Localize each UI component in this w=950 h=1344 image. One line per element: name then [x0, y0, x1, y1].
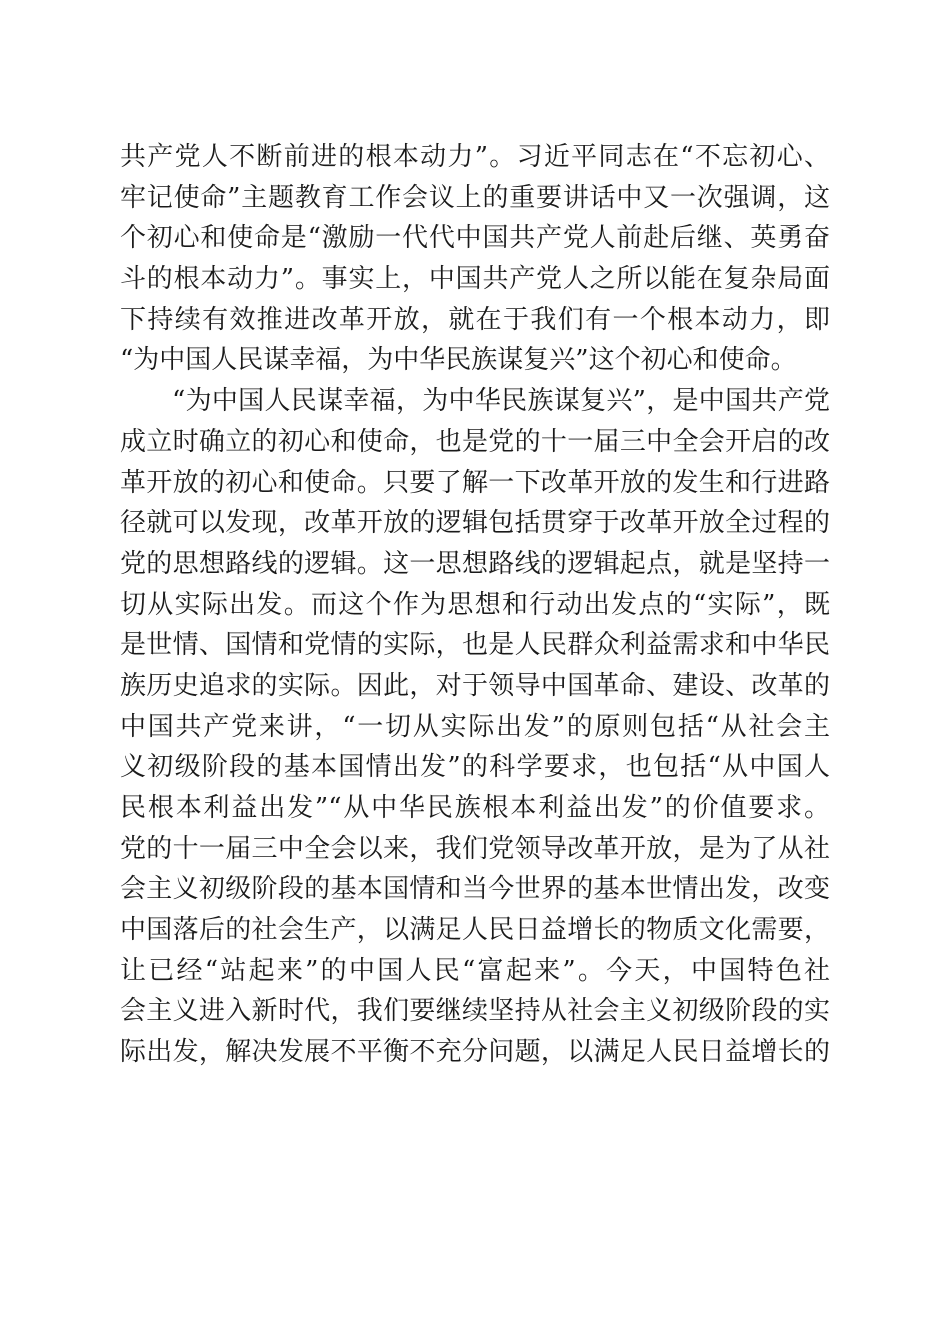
text-line: 径就可以发现，改革开放的逻辑包括贯穿于改革开放全过程的 — [120, 508, 830, 539]
text-line: 牢记使命”主题教育工作会议上的重要讲话中又一次强调，这 — [120, 182, 830, 213]
text-line: 会主义进入新时代，我们要继续坚持从社会主义初级阶段的实 — [120, 996, 830, 1027]
text-line: 党的思想路线的逻辑。这一思想路线的逻辑起点，就是坚持一 — [120, 548, 830, 579]
text-line: 族历史追求的实际。因此，对于领导中国革命、建设、改革的 — [120, 670, 830, 701]
text-line: 下持续有效推进改革开放，就在于我们有一个根本动力，即 — [120, 304, 830, 335]
text-line: 中国共产党来讲，“一切从实际出发”的原则包括“从社会主 — [120, 711, 830, 742]
text-line: 党的十一届三中全会以来，我们党领导改革开放，是为了从社 — [120, 833, 830, 864]
text-line: 共产党人不断前进的根本动力”。习近平同志在“不忘初心、 — [120, 142, 830, 172]
text-line: 民根本利益出发”“从中华民族根本利益出发”的价值要求。 — [120, 793, 830, 823]
text-line: 义初级阶段的基本国情出发”的科学要求，也包括“从中国人 — [120, 752, 830, 783]
text-line: 际出发，解决发展不平衡不充分问题，以满足人民日益增长的 — [120, 1037, 830, 1068]
text-line: 成立时确立的初心和使命，也是党的十一届三中全会开启的改 — [120, 426, 830, 457]
text-line: “为中国人民谋幸福，为中华民族谋复兴”这个初心和使命。 — [120, 345, 797, 376]
text-line: 个初心和使命是“激励一代代中国共产党人前赴后继、英勇奋 — [120, 223, 830, 254]
text-line: 斗的根本动力”。事实上，中国共产党人之所以能在复杂局面 — [120, 264, 830, 295]
text-line: 切从实际出发。而这个作为思想和行动出发点的“实际”，既 — [120, 589, 830, 620]
text-line: 会主义初级阶段的基本国情和当今世界的基本世情出发，改变 — [120, 874, 830, 905]
paragraph-first-line: “为中国人民谋幸福，为中华民族谋复兴”，是中国共产党 — [172, 386, 830, 417]
body-text — [120, 137, 830, 1073]
text-line: 革开放的初心和使命。只要了解一下改革开放的发生和行进路 — [120, 467, 830, 498]
text-line: 中国落后的社会生产，以满足人民日益增长的物质文化需要， — [120, 915, 830, 946]
text-line: 让已经“站起来”的中国人民“富起来”。今天，中国特色社 — [120, 955, 830, 986]
text-line: 是世情、国情和党情的实际，也是人民群众利益需求和中华民 — [120, 630, 830, 661]
